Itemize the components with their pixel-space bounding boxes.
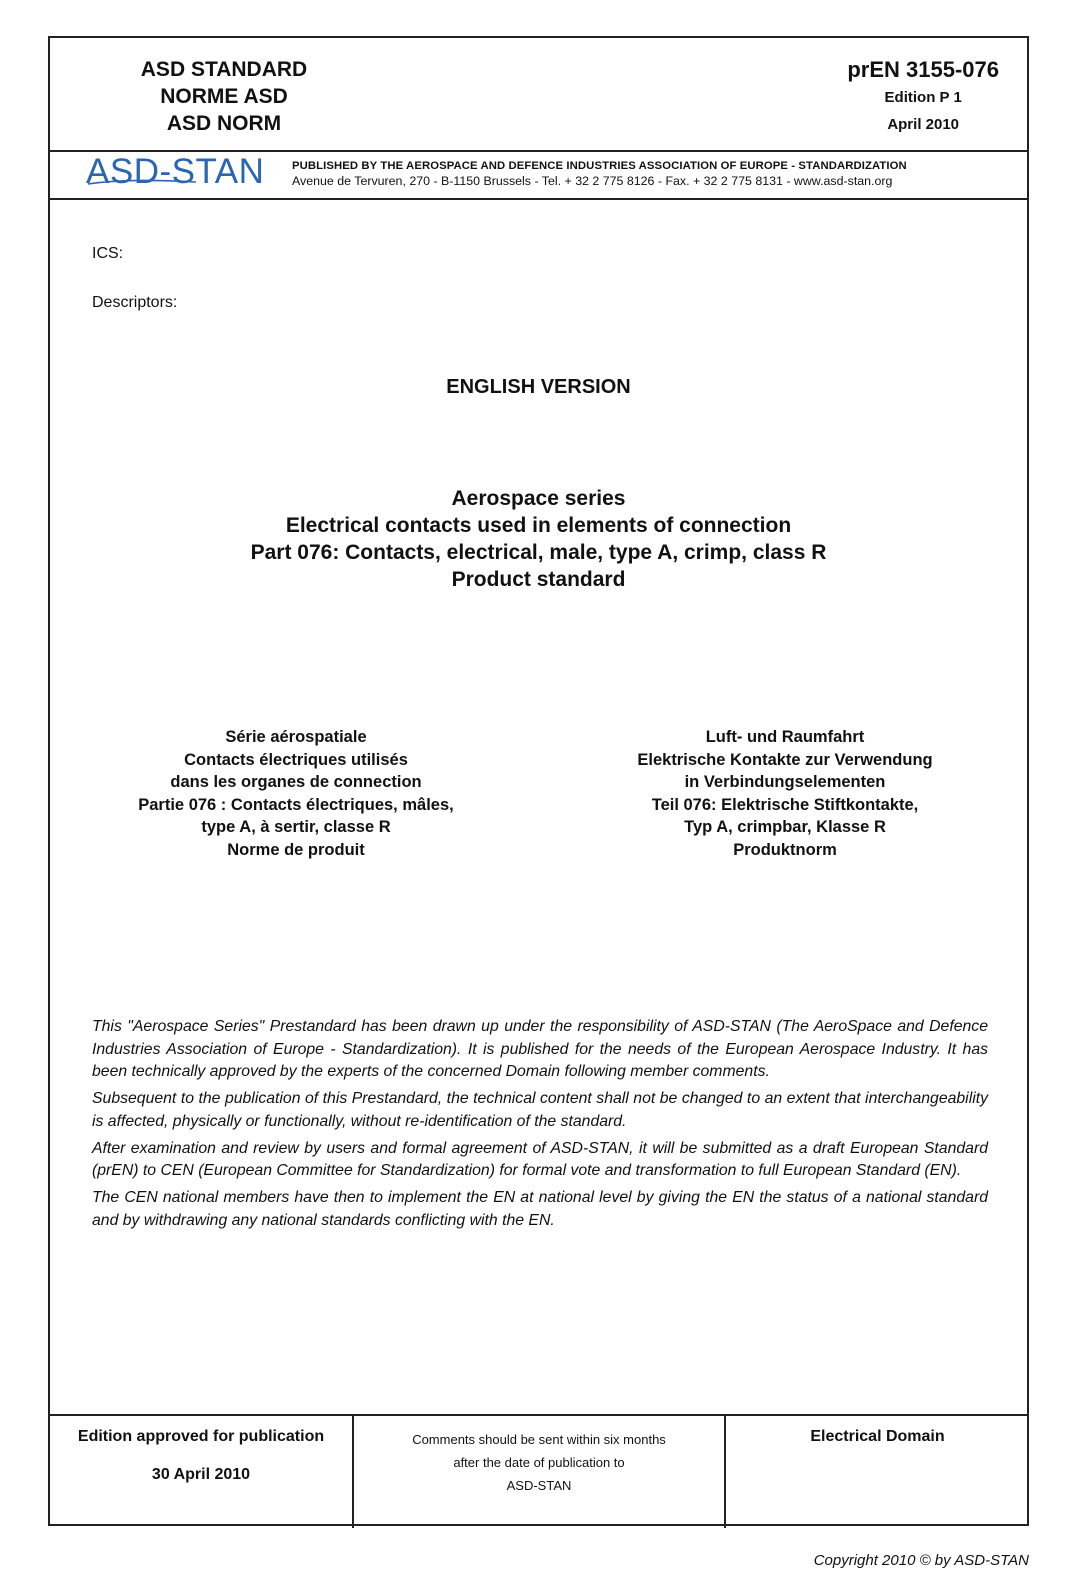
comments-line: after the date of publication to [453, 1455, 625, 1470]
french-title-line: Partie 076 : Contacts électriques, mâles, [138, 795, 454, 814]
comments-line: Comments should be sent within six months [412, 1432, 666, 1447]
title-line: Product standard [451, 568, 626, 591]
french-title [106, 726, 486, 861]
domain-cell [726, 1416, 1029, 1528]
german-title-line: Teil 076: Elektrische Stiftkontakte, [651, 795, 919, 814]
version-heading: ENGLISH VERSION [446, 376, 631, 398]
approval-label: Edition approved for publication [77, 1428, 325, 1445]
publisher-info [292, 159, 907, 189]
comments-line: ASD-STAN [506, 1478, 572, 1493]
french-title-line: type A, à sertir, classe R [201, 818, 391, 836]
document-header [50, 38, 1027, 152]
publisher-line-2: Avenue de Tervuren, 270 - B-1150 Brussels - Tel. + 32 2 775 8126 - Fax. + 32 2 775 8131 - www.asd-stan.org [292, 174, 893, 188]
descriptors-label: Descriptors: [92, 294, 178, 311]
german-title-line: Produktnorm [733, 840, 837, 859]
title-line: Electrical contacts used in elements of connection [285, 514, 792, 537]
standard-title-en: ASD STANDARD [140, 58, 308, 81]
french-title-line: dans les organes de connection [170, 773, 422, 791]
copyright-notice: Copyright 2010 © by ASD-STAN [813, 1552, 1029, 1569]
edition-date: April 2010 [887, 116, 960, 133]
standard-title-block [114, 56, 334, 137]
document-number: prEN 3155-076 [847, 57, 999, 82]
logo-wordmark: ASD-STAN [86, 152, 265, 191]
standard-title-fr: NORME ASD [160, 85, 288, 108]
legal-paragraph: This "Aerospace Series" Prestandard has been drawn up under the responsibility of ASD-STAN (The AeroSpace and Defence Industries Association of Europe - Standardization). It is published for the needs of the European Aerospace Industry. It has been technically approved by the experts of the concerned Domain following member comments. [92, 1018, 988, 1080]
title-line: Aerospace series [451, 487, 626, 510]
german-title-line: Elektrische Kontakte zur Verwendung [637, 750, 933, 769]
german-title-line: in Verbindungselementen [684, 773, 886, 791]
document-footer [50, 1414, 1027, 1528]
title-line: Part 076: Contacts, electrical, male, type A, crimp, class R [250, 541, 827, 564]
asd-stan-logo [86, 154, 266, 194]
french-title-line: Norme de produit [227, 840, 365, 859]
french-title-line: Contacts électriques utilisés [184, 750, 408, 769]
comments-cell [354, 1416, 726, 1528]
legal-paragraph: Subsequent to the publication of this Prestandard, the technical content shall not be changed to an extent that interchangeability is affected, physically or functionally, without re-identification of the standard. [92, 1090, 988, 1130]
german-title-line: Typ A, crimpbar, Klasse R [684, 818, 886, 836]
domain-label: Electrical Domain [810, 1428, 945, 1445]
legal-paragraph: After examination and review by users and formal agreement of ASD-STAN, it will be submitted as a draft European Standard (prEN) to CEN (European Committee for Standardization) for formal vote and transformation to full European Standard (EN). [92, 1139, 988, 1179]
document-id-block [847, 56, 999, 138]
comments-text [354, 1428, 724, 1497]
edition-label: Edition P 1 [884, 89, 962, 106]
publisher-line-1: PUBLISHED BY THE AEROSPACE AND DEFENCE INDUSTRIES ASSOCIATION OF EUROPE - STANDARDIZATION [292, 160, 907, 172]
approval-cell [50, 1416, 354, 1528]
publisher-bar [50, 150, 1027, 200]
french-title-line: Série aérospatiale [225, 728, 367, 746]
approval-date: 30 April 2010 [151, 1466, 251, 1483]
document-title [50, 485, 1027, 593]
ics-label: ICS: [92, 245, 124, 262]
german-title-line: Luft- und Raumfahrt [705, 728, 865, 746]
standard-title-de: ASD NORM [166, 112, 282, 135]
document-frame [48, 36, 1029, 1526]
legal-notice [92, 1016, 988, 1237]
legal-paragraph: The CEN national members have then to implement the EN at national level by giving the EN the status of a national standard and by withdrawing any national standards conflicting with the EN. [92, 1189, 988, 1229]
german-title [590, 726, 980, 861]
